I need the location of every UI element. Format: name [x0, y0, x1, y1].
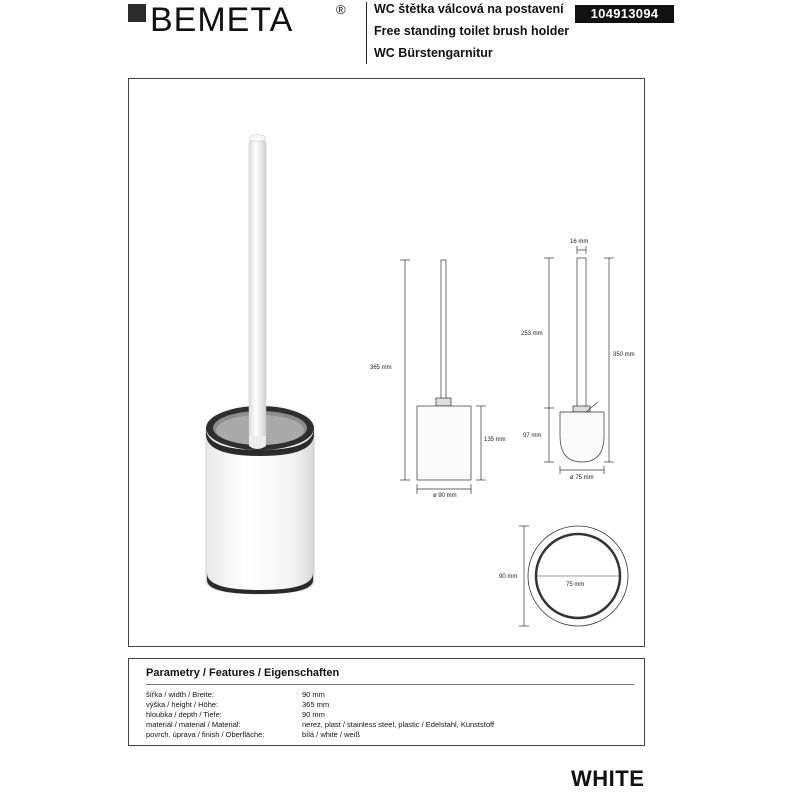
feature-label-material: materiál / material / Material: [146, 720, 241, 729]
side-handle-width-label: 16 mm [570, 239, 589, 245]
front-height-label: 365 mm [370, 365, 392, 371]
feature-label-finish: povrch. úprava / finish / Oberfläche: [146, 730, 265, 739]
title-czech: WC štětka válcová na postavení [374, 2, 564, 16]
top-outer-diameter-label: 90 mm [499, 574, 518, 580]
title-english: Free standing toilet brush holder [374, 24, 570, 38]
feature-label-depth: hloubka / depth / Tiefe: [146, 710, 222, 719]
features-title: Parametry / Features / Eigenschaften [146, 667, 340, 679]
title-german: WC Bürstengarnitur [374, 46, 493, 60]
feature-value-finish: bílá / white / weiß [302, 730, 360, 739]
feature-value-depth: 90 mm [302, 710, 325, 719]
side-view-drawing [544, 246, 614, 474]
feature-value-height: 365 mm [302, 700, 330, 709]
product-illustration [206, 135, 314, 595]
finish-color-label: WHITE [571, 766, 645, 791]
feature-value-width: 90 mm [302, 690, 325, 699]
top-inner-diameter-label: 75 mm [566, 582, 585, 588]
top-view-drawing [519, 526, 628, 626]
front-holder-height-label: 135 mm [484, 437, 506, 443]
side-total-height-label: 350 mm [613, 352, 635, 358]
side-head-diameter-label: ø 75 mm [570, 475, 594, 481]
side-upper-length-label: 253 mm [521, 331, 543, 337]
front-view-drawing [400, 260, 486, 494]
product-code-badge: 104913094 [575, 5, 674, 23]
side-head-height-label: 97 mm [523, 433, 542, 439]
feature-label-width: šířka / width / Breite: [146, 690, 214, 699]
registered-mark: ® [336, 2, 346, 17]
feature-label-height: výška / height / Höhe: [146, 700, 219, 709]
front-diameter-label: ø 90 mm [433, 493, 457, 499]
feature-value-material: nerez, plast / stainless steel, plastic / Edelstahl, Kunststoff [302, 720, 495, 729]
brand-logo: BEMETA [150, 1, 294, 39]
features-divider [146, 684, 634, 685]
